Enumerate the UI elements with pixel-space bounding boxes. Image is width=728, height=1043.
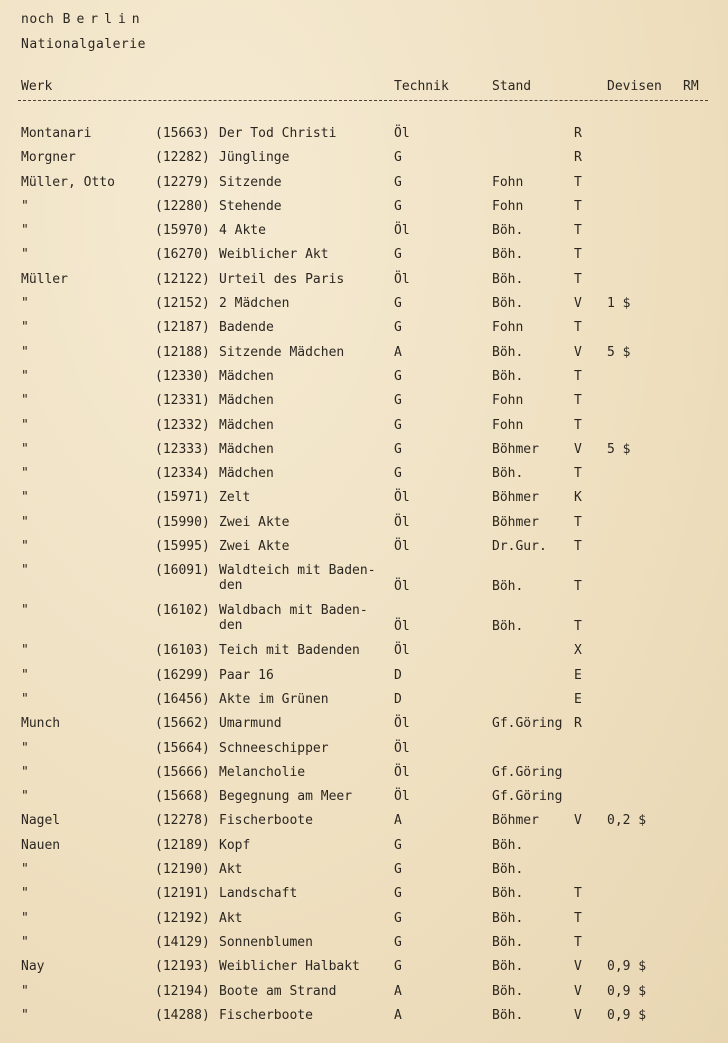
inventory-number: (12279) [155, 174, 210, 190]
technique: G [394, 862, 402, 878]
table-row [0, 862, 728, 886]
status-code: R [574, 126, 582, 141]
technique: A [394, 983, 402, 999]
technique: Öl [394, 619, 410, 635]
table-row [0, 369, 728, 393]
work-title-continuation: den [219, 618, 243, 634]
location: Gf.Göring [492, 716, 563, 732]
inventory-number: (12122) [155, 271, 210, 287]
work-title: Zwei Akte [219, 539, 290, 555]
technique: D [394, 691, 402, 707]
table-row [0, 692, 728, 716]
artist-name: " [21, 910, 29, 926]
column-header-stand: Stand [492, 79, 532, 94]
work-title: Mädchen [219, 417, 274, 433]
location: Gf.Göring [492, 789, 563, 805]
status-code: T [574, 271, 582, 287]
work-title: Begegnung am Meer [219, 789, 353, 805]
table-row [0, 126, 728, 150]
inventory-number: (12193) [155, 959, 210, 975]
inventory-number: (16456) [155, 691, 210, 707]
inventory-number: (12332) [155, 417, 210, 433]
status-code: R [574, 716, 582, 732]
status-code: T [574, 619, 582, 635]
location: Fohn [492, 417, 524, 433]
location: Böh. [492, 862, 524, 878]
status-code: T [574, 466, 582, 482]
location: Böh. [492, 886, 524, 902]
status-code: V [574, 344, 582, 360]
artist-name: " [21, 368, 29, 384]
inventory-number: (15970) [155, 223, 210, 239]
status-code: X [574, 643, 582, 659]
artist-name: " [21, 539, 29, 555]
table-row [0, 741, 728, 765]
location: Böh. [492, 579, 524, 595]
location: Böhmer [492, 813, 539, 829]
work-title: Melancholie [219, 764, 306, 780]
artist-name: " [21, 934, 29, 950]
technique: D [394, 667, 402, 683]
table-row [0, 345, 728, 369]
inventory-number: (12190) [155, 862, 210, 878]
work-title: Fischerboote [219, 1007, 313, 1023]
technique: G [394, 934, 402, 950]
location: Böh. [492, 466, 524, 482]
inventory-number: (12188) [155, 344, 210, 360]
location: Böhmer [492, 514, 539, 530]
inventory-number: (14129) [155, 934, 210, 950]
work-title: Fischerboote [219, 813, 313, 829]
status-code: V [574, 983, 582, 999]
location: Böhmer [492, 441, 539, 457]
table-row [0, 716, 728, 740]
technique: G [394, 174, 402, 190]
artist-name: " [21, 296, 29, 312]
inventory-number: (12280) [155, 198, 210, 214]
inventory-number: (16102) [155, 603, 210, 619]
table-row [0, 320, 728, 344]
work-title: Badende [219, 320, 274, 336]
technique: Öl [394, 716, 410, 732]
table-row [0, 838, 728, 862]
work-title: Akte im Grünen [219, 691, 329, 707]
table-row [0, 563, 728, 603]
artist-name: Nauen [21, 837, 61, 853]
currency-value: 1 $ [607, 296, 631, 312]
status-code: K [574, 490, 582, 506]
artist-name: " [21, 247, 29, 263]
location: Fohn [492, 174, 524, 190]
status-code: T [574, 539, 582, 555]
technique: G [394, 959, 402, 975]
work-title: Sitzende Mädchen [219, 344, 345, 360]
inventory-number: (15995) [155, 539, 210, 555]
inventory-number: (15668) [155, 789, 210, 805]
technique: Öl [394, 789, 410, 805]
work-title: 4 Akte [219, 223, 266, 239]
work-title: Mädchen [219, 441, 274, 457]
work-title: Weiblicher Akt [219, 247, 329, 263]
work-title: Waldbach mit Baden- [219, 603, 368, 619]
inventory-number: (12194) [155, 983, 210, 999]
artist-name: " [21, 417, 29, 433]
artist-name: " [21, 320, 29, 336]
inventory-list [0, 126, 728, 1032]
work-title: Akt [219, 862, 243, 878]
artist-name: " [21, 643, 29, 659]
artist-name: " [21, 344, 29, 360]
inventory-number: (16270) [155, 247, 210, 263]
artist-name: " [21, 886, 29, 902]
table-row [0, 765, 728, 789]
technique: G [394, 886, 402, 902]
status-code: T [574, 198, 582, 214]
table-row [0, 935, 728, 959]
inventory-number: (15990) [155, 514, 210, 530]
technique: Öl [394, 490, 410, 506]
table-row [0, 466, 728, 490]
table-row [0, 539, 728, 563]
status-code: V [574, 296, 582, 312]
inventory-number: (15666) [155, 764, 210, 780]
artist-name: " [21, 466, 29, 482]
work-title: Sonnenblumen [219, 934, 313, 950]
status-code: T [574, 934, 582, 950]
status-code: V [574, 959, 582, 975]
artist-name: " [21, 691, 29, 707]
artist-name: " [21, 514, 29, 530]
header-divider [18, 100, 708, 101]
location: Böh. [492, 223, 524, 239]
location: Fohn [492, 198, 524, 214]
table-row [0, 442, 728, 466]
status-code: T [574, 393, 582, 409]
inventory-number: (12187) [155, 320, 210, 336]
work-title: Zwei Akte [219, 514, 290, 530]
location: Böh. [492, 983, 524, 999]
inventory-number: (12333) [155, 441, 210, 457]
currency-value: 0,2 $ [607, 813, 647, 829]
table-row [0, 199, 728, 223]
inventory-number: (12334) [155, 466, 210, 482]
artist-name: " [21, 862, 29, 878]
table-row [0, 789, 728, 813]
currency-value: 0,9 $ [607, 983, 647, 999]
location: Böh. [492, 247, 524, 263]
location: Böh. [492, 619, 524, 635]
column-header-rm: RM [683, 79, 699, 94]
status-code: T [574, 174, 582, 190]
artist-name: " [21, 764, 29, 780]
inventory-number: (16091) [155, 563, 210, 579]
status-code: T [574, 417, 582, 433]
artist-name: " [21, 563, 29, 579]
work-title: Akt [219, 910, 243, 926]
table-row [0, 886, 728, 910]
technique: G [394, 393, 402, 409]
location: Böh. [492, 837, 524, 853]
inventory-number: (12330) [155, 368, 210, 384]
status-code: T [574, 223, 582, 239]
status-code: V [574, 1007, 582, 1023]
artist-name: Nay [21, 959, 45, 975]
inventory-number: (12191) [155, 886, 210, 902]
table-row [0, 490, 728, 514]
inventory-number: (12331) [155, 393, 210, 409]
inventory-number: (12192) [155, 910, 210, 926]
technique: Öl [394, 271, 410, 287]
work-title: Paar 16 [219, 667, 274, 683]
artist-name: Morgner [21, 150, 76, 166]
work-title: Kopf [219, 837, 251, 853]
technique: G [394, 417, 402, 433]
work-title: Mädchen [219, 393, 274, 409]
table-row [0, 603, 728, 643]
technique: Öl [394, 539, 410, 555]
artist-name: Montanari [21, 126, 92, 141]
location: Gf.Göring [492, 764, 563, 780]
header-institution: Nationalgalerie [21, 37, 146, 52]
work-title: Schneeschipper [219, 740, 329, 756]
currency-value: 0,9 $ [607, 1007, 647, 1023]
table-row [0, 272, 728, 296]
location: Böh. [492, 271, 524, 287]
work-title: Teich mit Badenden [219, 643, 360, 659]
table-row [0, 959, 728, 983]
technique: G [394, 368, 402, 384]
artist-name: " [21, 198, 29, 214]
technique: Öl [394, 223, 410, 239]
technique: Öl [394, 643, 410, 659]
technique: G [394, 150, 402, 166]
location: Böh. [492, 910, 524, 926]
status-code: T [574, 247, 582, 263]
header-city: Berlin [62, 12, 146, 27]
technique: G [394, 320, 402, 336]
inventory-number: (16299) [155, 667, 210, 683]
technique: Öl [394, 514, 410, 530]
artist-name: " [21, 789, 29, 805]
technique: G [394, 466, 402, 482]
header-prefix: noch [21, 12, 55, 27]
technique: G [394, 910, 402, 926]
status-code: T [574, 910, 582, 926]
technique: Öl [394, 764, 410, 780]
location: Böh. [492, 959, 524, 975]
work-title: Urteil des Paris [219, 271, 345, 287]
inventory-number: (15971) [155, 490, 210, 506]
status-code: T [574, 886, 582, 902]
header-line-1 [21, 12, 146, 27]
location: Fohn [492, 393, 524, 409]
technique: G [394, 296, 402, 312]
inventory-number: (15664) [155, 740, 210, 756]
technique: A [394, 1007, 402, 1023]
work-title: Weiblicher Halbakt [219, 959, 360, 975]
table-row [0, 223, 728, 247]
work-title: Der Tod Christi [219, 126, 337, 141]
work-title: Waldteich mit Baden- [219, 563, 376, 579]
table-row [0, 515, 728, 539]
status-code: T [574, 514, 582, 530]
currency-value: 5 $ [607, 441, 631, 457]
artist-name: " [21, 667, 29, 683]
status-code: E [574, 691, 582, 707]
status-code: R [574, 150, 582, 166]
inventory-number: (12152) [155, 296, 210, 312]
work-title-continuation: den [219, 578, 243, 594]
work-title: Boote am Strand [219, 983, 337, 999]
status-code: V [574, 441, 582, 457]
table-row [0, 393, 728, 417]
currency-value: 5 $ [607, 344, 631, 360]
artist-name: Nagel [21, 813, 61, 829]
location: Dr.Gur. [492, 539, 547, 555]
status-code: T [574, 579, 582, 595]
artist-name: " [21, 603, 29, 619]
table-row [0, 296, 728, 320]
inventory-number: (15663) [155, 126, 210, 141]
status-code: T [574, 320, 582, 336]
status-code: V [574, 813, 582, 829]
technique: Öl [394, 126, 410, 141]
table-row [0, 813, 728, 837]
table-row [0, 643, 728, 667]
technique: Öl [394, 579, 410, 595]
table-row [0, 247, 728, 271]
artist-name: Müller, Otto [21, 174, 115, 190]
artist-name: " [21, 740, 29, 756]
work-title: Mädchen [219, 466, 274, 482]
table-row [0, 1008, 728, 1032]
table-row [0, 418, 728, 442]
artist-name: " [21, 223, 29, 239]
artist-name: " [21, 393, 29, 409]
location: Böh. [492, 934, 524, 950]
location: Böhmer [492, 490, 539, 506]
work-title: Umarmund [219, 716, 282, 732]
work-title: Mädchen [219, 368, 274, 384]
technique: A [394, 813, 402, 829]
column-header-devisen: Devisen [607, 79, 662, 94]
column-header-technik: Technik [394, 79, 449, 94]
technique: G [394, 198, 402, 214]
location: Böh. [492, 368, 524, 384]
table-row [0, 911, 728, 935]
inventory-number: (14288) [155, 1007, 210, 1023]
inventory-number: (15662) [155, 716, 210, 732]
work-title: Sitzende [219, 174, 282, 190]
table-row [0, 668, 728, 692]
technique: Öl [394, 740, 410, 756]
work-title: Jünglinge [219, 150, 290, 166]
artist-name: " [21, 490, 29, 506]
work-title: Zelt [219, 490, 251, 506]
inventory-number: (12278) [155, 813, 210, 829]
technique: G [394, 837, 402, 853]
work-title: Landschaft [219, 886, 298, 902]
table-row [0, 150, 728, 174]
inventory-number: (16103) [155, 643, 210, 659]
technique: A [394, 344, 402, 360]
work-title: Stehende [219, 198, 282, 214]
inventory-number: (12189) [155, 837, 210, 853]
artist-name: Müller [21, 271, 68, 287]
table-row [0, 984, 728, 1008]
artist-name: " [21, 1007, 29, 1023]
table-row [0, 175, 728, 199]
currency-value: 0,9 $ [607, 959, 647, 975]
inventory-number: (12282) [155, 150, 210, 166]
location: Böh. [492, 296, 524, 312]
artist-name: " [21, 441, 29, 457]
location: Böh. [492, 1007, 524, 1023]
location: Böh. [492, 344, 524, 360]
work-title: 2 Mädchen [219, 296, 290, 312]
artist-name: " [21, 983, 29, 999]
technique: G [394, 441, 402, 457]
status-code: T [574, 368, 582, 384]
artist-name: Munch [21, 716, 61, 732]
technique: G [394, 247, 402, 263]
status-code: E [574, 667, 582, 683]
column-header-werk: Werk [21, 79, 53, 94]
location: Fohn [492, 320, 524, 336]
